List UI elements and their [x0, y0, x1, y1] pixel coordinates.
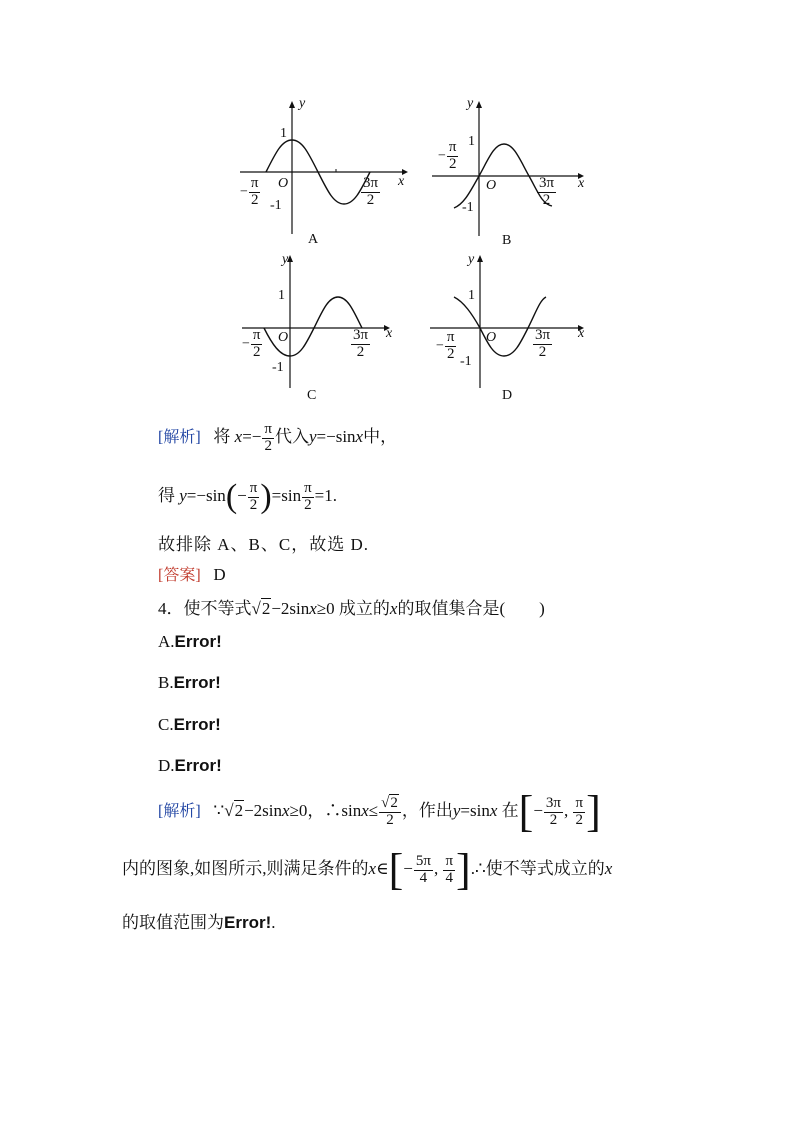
y-label: y	[468, 252, 475, 267]
graph-a	[236, 96, 416, 246]
neg-pi2-label: − $\frac{\pi}{2}$	[438, 139, 457, 172]
graph-d	[428, 252, 598, 407]
option-d[interactable]: D.Error!	[158, 756, 222, 775]
analysis2-line3: 的取值范围为Error!.	[122, 913, 276, 932]
option-a[interactable]: A.Error!	[158, 632, 222, 651]
analysis1-line3: 故排除 A、B、C，故选 D.	[158, 535, 369, 554]
fraction: $\frac{√2}{2}$	[379, 796, 401, 829]
neg-one-label: -1	[270, 198, 282, 213]
option-b[interactable]: B.Error!	[158, 673, 221, 692]
y-label: y	[467, 96, 474, 111]
option-c[interactable]: C.Error!	[158, 715, 221, 734]
origin-label: O	[278, 330, 289, 345]
graph-caption: A	[308, 232, 319, 247]
three-pi2-label: $\frac{3\pi}{2}$	[353, 327, 369, 360]
neg-one-label: -1	[460, 354, 472, 369]
graph-d-svg	[428, 252, 598, 387]
graph-caption: B	[502, 233, 512, 248]
y-arrow	[477, 255, 483, 262]
three-pi2-label: $\frac{3\pi}{2}$	[363, 175, 379, 208]
analysis-tag: [解析]	[158, 429, 201, 447]
analysis-tag: [解析]	[158, 802, 201, 820]
y-label: y	[299, 96, 306, 111]
x-label: x	[578, 326, 585, 341]
y-arrow	[476, 101, 482, 108]
neg-one-label: -1	[272, 360, 284, 375]
origin-label: O	[486, 178, 497, 193]
x-label: x	[578, 176, 585, 191]
fraction: $\frac{\pi}{2}$	[264, 421, 272, 454]
curve-c	[264, 297, 362, 356]
fraction: $\frac{\pi}{2}$	[249, 479, 258, 513]
fraction: $\frac{\pi}{2}$	[304, 479, 312, 513]
analysis1-line1: [解析] 将 x=− $\frac{\pi}{2}$ 代入y=−sinx中，	[158, 421, 398, 454]
x-label: x	[398, 174, 405, 189]
graph-c-svg	[240, 252, 410, 387]
one-label: 1	[468, 288, 475, 303]
graph-caption: D	[502, 388, 513, 403]
analysis1-line2: 得 y=−sin(− $\frac{\pi}{2}$ )=sin $\frac{\pi}{2}$ =1.	[158, 478, 337, 515]
answer-line	[158, 562, 226, 585]
y-arrow	[289, 101, 295, 108]
analysis2-line2: 内的图象,如图所示,则满足条件的x∈[− $\frac{5\pi}{4}$ , $\frac{\pi}{4}$ ].∴使不等式成立的x	[122, 845, 613, 894]
three-pi2-label: $\frac{3\pi}{2}$	[535, 327, 551, 360]
origin-label: O	[486, 330, 497, 345]
neg-pi2-label: − $\frac{\pi}{2}$	[240, 175, 259, 208]
graph-c	[240, 252, 410, 407]
origin-label: O	[278, 176, 289, 191]
neg-pi2-label: − $\frac{\pi}{2}$	[242, 327, 261, 360]
one-label: 1	[468, 134, 475, 149]
x-label: x	[386, 326, 393, 341]
neg-pi2-label: − $\frac{\pi}{2}$	[436, 329, 455, 362]
answer-value: D	[213, 565, 226, 584]
graph-caption: C	[307, 388, 317, 403]
question-4: 4．使不等式√2−2sinx≥0 成立的x的取值集合是( )	[158, 599, 545, 618]
y-label: y	[282, 252, 289, 267]
neg-one-label: -1	[462, 200, 474, 215]
analysis2-line1: [解析] ∵√2−2sinx≥0，∴sinx≤ $\frac{√2}{2}$ ，作出y=sinx 在[− $\frac{3\pi}{2}$ , $\frac{\pi}{2}$ ]	[158, 787, 601, 836]
three-pi2-label: $\frac{3\pi}{2}$	[539, 175, 555, 208]
answer-tag: [答案]	[158, 567, 201, 584]
graph-b	[428, 96, 598, 246]
graph-a-svg	[236, 96, 416, 226]
one-label: 1	[280, 126, 287, 141]
one-label: 1	[278, 288, 285, 303]
